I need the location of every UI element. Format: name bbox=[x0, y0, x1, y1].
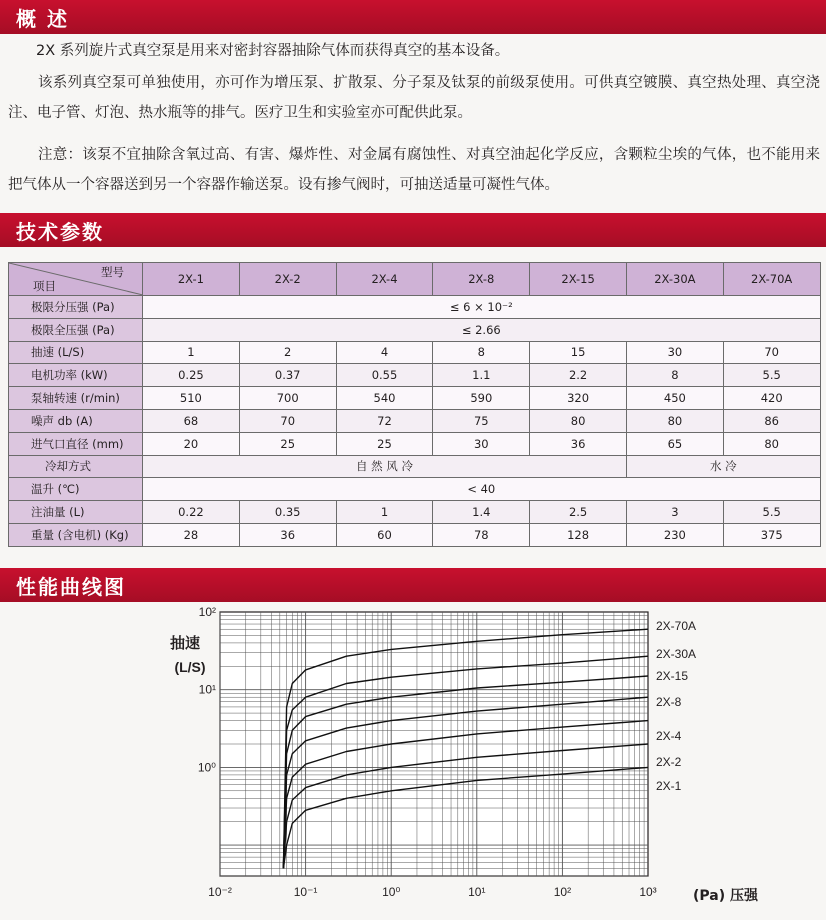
value-cell: 2.2 bbox=[530, 364, 627, 387]
value-cell: 15 bbox=[530, 341, 627, 364]
overview-paragraph-1: 2X 系列旋片式真空泵是用来对密封容器抽除气体而获得真空的基本设备。 bbox=[36, 43, 510, 59]
table-row bbox=[9, 455, 821, 478]
value-cell: 1.4 bbox=[433, 501, 530, 524]
overview-paragraph-2: 该系列真空泵可单独使用，亦可作为增压泵、扩散泵、分子泵及钛泵的前级泵使用。可供真空镀膜、真空热处理、真空浇注、电子管、灯泡、热水瓶等的排气。医疗卫生和实验室亦可配供此泵。 bbox=[8, 75, 820, 121]
value-cell: 65 bbox=[626, 432, 723, 455]
model-header-cell: 2X-2 bbox=[239, 263, 336, 296]
row-label: 注油量 (L) bbox=[9, 501, 143, 524]
row-label: 电机功率 (kW) bbox=[9, 364, 143, 387]
section-header-curves bbox=[0, 568, 826, 602]
value-cell: ≤ 6 × 10⁻² bbox=[143, 296, 821, 319]
section-header-specs bbox=[0, 213, 826, 247]
value-cell: 590 bbox=[433, 387, 530, 410]
corner-item-label: 项目 bbox=[33, 279, 56, 293]
section-header-overview bbox=[0, 0, 826, 34]
value-cell: 20 bbox=[143, 432, 240, 455]
series-label: 2X-30A bbox=[656, 647, 697, 661]
value-cell: 75 bbox=[433, 409, 530, 432]
value-cell: 68 bbox=[143, 409, 240, 432]
series-label: 2X-15 bbox=[656, 669, 689, 683]
value-cell: 230 bbox=[626, 523, 723, 546]
value-cell: 4 bbox=[336, 341, 433, 364]
section-title: 概 述 bbox=[16, 7, 69, 31]
table-row bbox=[9, 523, 821, 546]
value-cell: 0.22 bbox=[143, 501, 240, 524]
table-row bbox=[9, 478, 821, 501]
value-cell: 0.25 bbox=[143, 364, 240, 387]
table-corner-cell bbox=[9, 263, 143, 296]
table-row bbox=[9, 296, 821, 319]
value-cell: < 40 bbox=[143, 478, 821, 501]
y-tick-label: 10⁰ bbox=[197, 760, 216, 775]
value-cell: 36 bbox=[239, 523, 336, 546]
value-cell: 86 bbox=[723, 409, 820, 432]
corner-model-label: 型号 bbox=[101, 265, 124, 279]
value-cell: 5.5 bbox=[723, 501, 820, 524]
table-row bbox=[9, 387, 821, 410]
value-cell: 28 bbox=[143, 523, 240, 546]
table-row bbox=[9, 364, 821, 387]
series-label: 2X-2 bbox=[656, 755, 682, 769]
x-tick-label: 10⁰ bbox=[382, 885, 401, 899]
value-cell: 1 bbox=[336, 501, 433, 524]
row-label: 温升 (℃) bbox=[9, 478, 143, 501]
row-label: 抽速 (L/S) bbox=[9, 341, 143, 364]
value-cell: 128 bbox=[530, 523, 627, 546]
series-label: 2X-4 bbox=[656, 729, 682, 743]
value-cell: 700 bbox=[239, 387, 336, 410]
spec-table bbox=[8, 262, 821, 547]
value-cell: 78 bbox=[433, 523, 530, 546]
value-cell: 30 bbox=[433, 432, 530, 455]
row-label: 极限分压强 (Pa) bbox=[9, 296, 143, 319]
value-cell: 0.35 bbox=[239, 501, 336, 524]
table-row bbox=[9, 341, 821, 364]
model-header-cell: 2X-1 bbox=[143, 263, 240, 296]
table-row bbox=[9, 409, 821, 432]
y-axis-unit: (L/S) bbox=[174, 659, 206, 675]
value-cell: 1 bbox=[143, 341, 240, 364]
model-header-cell: 2X-15 bbox=[530, 263, 627, 296]
value-cell: 5.5 bbox=[723, 364, 820, 387]
value-cell: 320 bbox=[530, 387, 627, 410]
section-title: 性能曲线图 bbox=[16, 575, 126, 599]
section-title: 技术参数 bbox=[16, 220, 104, 244]
row-label: 冷却方式 bbox=[9, 455, 143, 478]
y-axis-label: 抽速 bbox=[169, 634, 201, 652]
series-label: 2X-8 bbox=[656, 695, 682, 709]
value-cell: 水 冷 bbox=[626, 455, 820, 478]
model-header-cell: 2X-70A bbox=[723, 263, 820, 296]
value-cell: 540 bbox=[336, 387, 433, 410]
model-header-cell: 2X-30A bbox=[626, 263, 723, 296]
x-tick-label: 10² bbox=[553, 885, 572, 899]
value-cell: 60 bbox=[336, 523, 433, 546]
model-header-cell: 2X-4 bbox=[336, 263, 433, 296]
value-cell: 30 bbox=[626, 341, 723, 364]
row-label: 极限全压强 (Pa) bbox=[9, 318, 143, 341]
value-cell: 25 bbox=[336, 432, 433, 455]
value-cell: 2 bbox=[239, 341, 336, 364]
value-cell: ≤ 2.66 bbox=[143, 318, 821, 341]
value-cell: 70 bbox=[239, 409, 336, 432]
table-row bbox=[9, 432, 821, 455]
value-cell: 25 bbox=[239, 432, 336, 455]
value-cell: 1.1 bbox=[433, 364, 530, 387]
x-tick-label: 10⁻² bbox=[208, 885, 232, 899]
value-cell: 80 bbox=[723, 432, 820, 455]
row-label: 泵轴转速 (r/min) bbox=[9, 387, 143, 410]
row-label: 重量 (含电机) (Kg) bbox=[9, 523, 143, 546]
row-label: 噪声 db (A) bbox=[9, 409, 143, 432]
y-tick-label: 10¹ bbox=[198, 682, 216, 697]
overview-paragraph-3: 注意：该泵不宜抽除含氧过高、有害、爆炸性、对金属有腐蚀性、对真空油起化学反应，含颗粒尘埃的气体，也不能用来把气体从一个容器送到另一个容器作输送泵。设有掺气阀时，可抽送适量可凝性气体。 bbox=[8, 147, 820, 193]
y-tick-label: 10² bbox=[198, 605, 216, 619]
x-tick-label: 10⁻¹ bbox=[293, 885, 318, 899]
value-cell: 80 bbox=[530, 409, 627, 432]
value-cell: 2.5 bbox=[530, 501, 627, 524]
value-cell: 450 bbox=[626, 387, 723, 410]
table-header-row bbox=[9, 263, 821, 296]
value-cell: 70 bbox=[723, 341, 820, 364]
value-cell: 8 bbox=[433, 341, 530, 364]
value-cell: 自 然 风 冷 bbox=[143, 455, 627, 478]
value-cell: 375 bbox=[723, 523, 820, 546]
table-row bbox=[9, 318, 821, 341]
model-header-cell: 2X-8 bbox=[433, 263, 530, 296]
x-axis-label: (Pa) 压强 bbox=[693, 888, 759, 904]
value-cell: 8 bbox=[626, 364, 723, 387]
value-cell: 80 bbox=[626, 409, 723, 432]
row-label: 进气口直径 (mm) bbox=[9, 432, 143, 455]
performance-chart bbox=[0, 600, 826, 920]
x-tick-label: 10³ bbox=[639, 885, 657, 899]
value-cell: 420 bbox=[723, 387, 820, 410]
value-cell: 0.55 bbox=[336, 364, 433, 387]
value-cell: 3 bbox=[626, 501, 723, 524]
x-tick-label: 10¹ bbox=[468, 885, 486, 899]
value-cell: 36 bbox=[530, 432, 627, 455]
series-label: 2X-70A bbox=[656, 619, 697, 633]
value-cell: 0.37 bbox=[239, 364, 336, 387]
table-row bbox=[9, 501, 821, 524]
value-cell: 510 bbox=[143, 387, 240, 410]
value-cell: 72 bbox=[336, 409, 433, 432]
series-label: 2X-1 bbox=[656, 779, 682, 793]
